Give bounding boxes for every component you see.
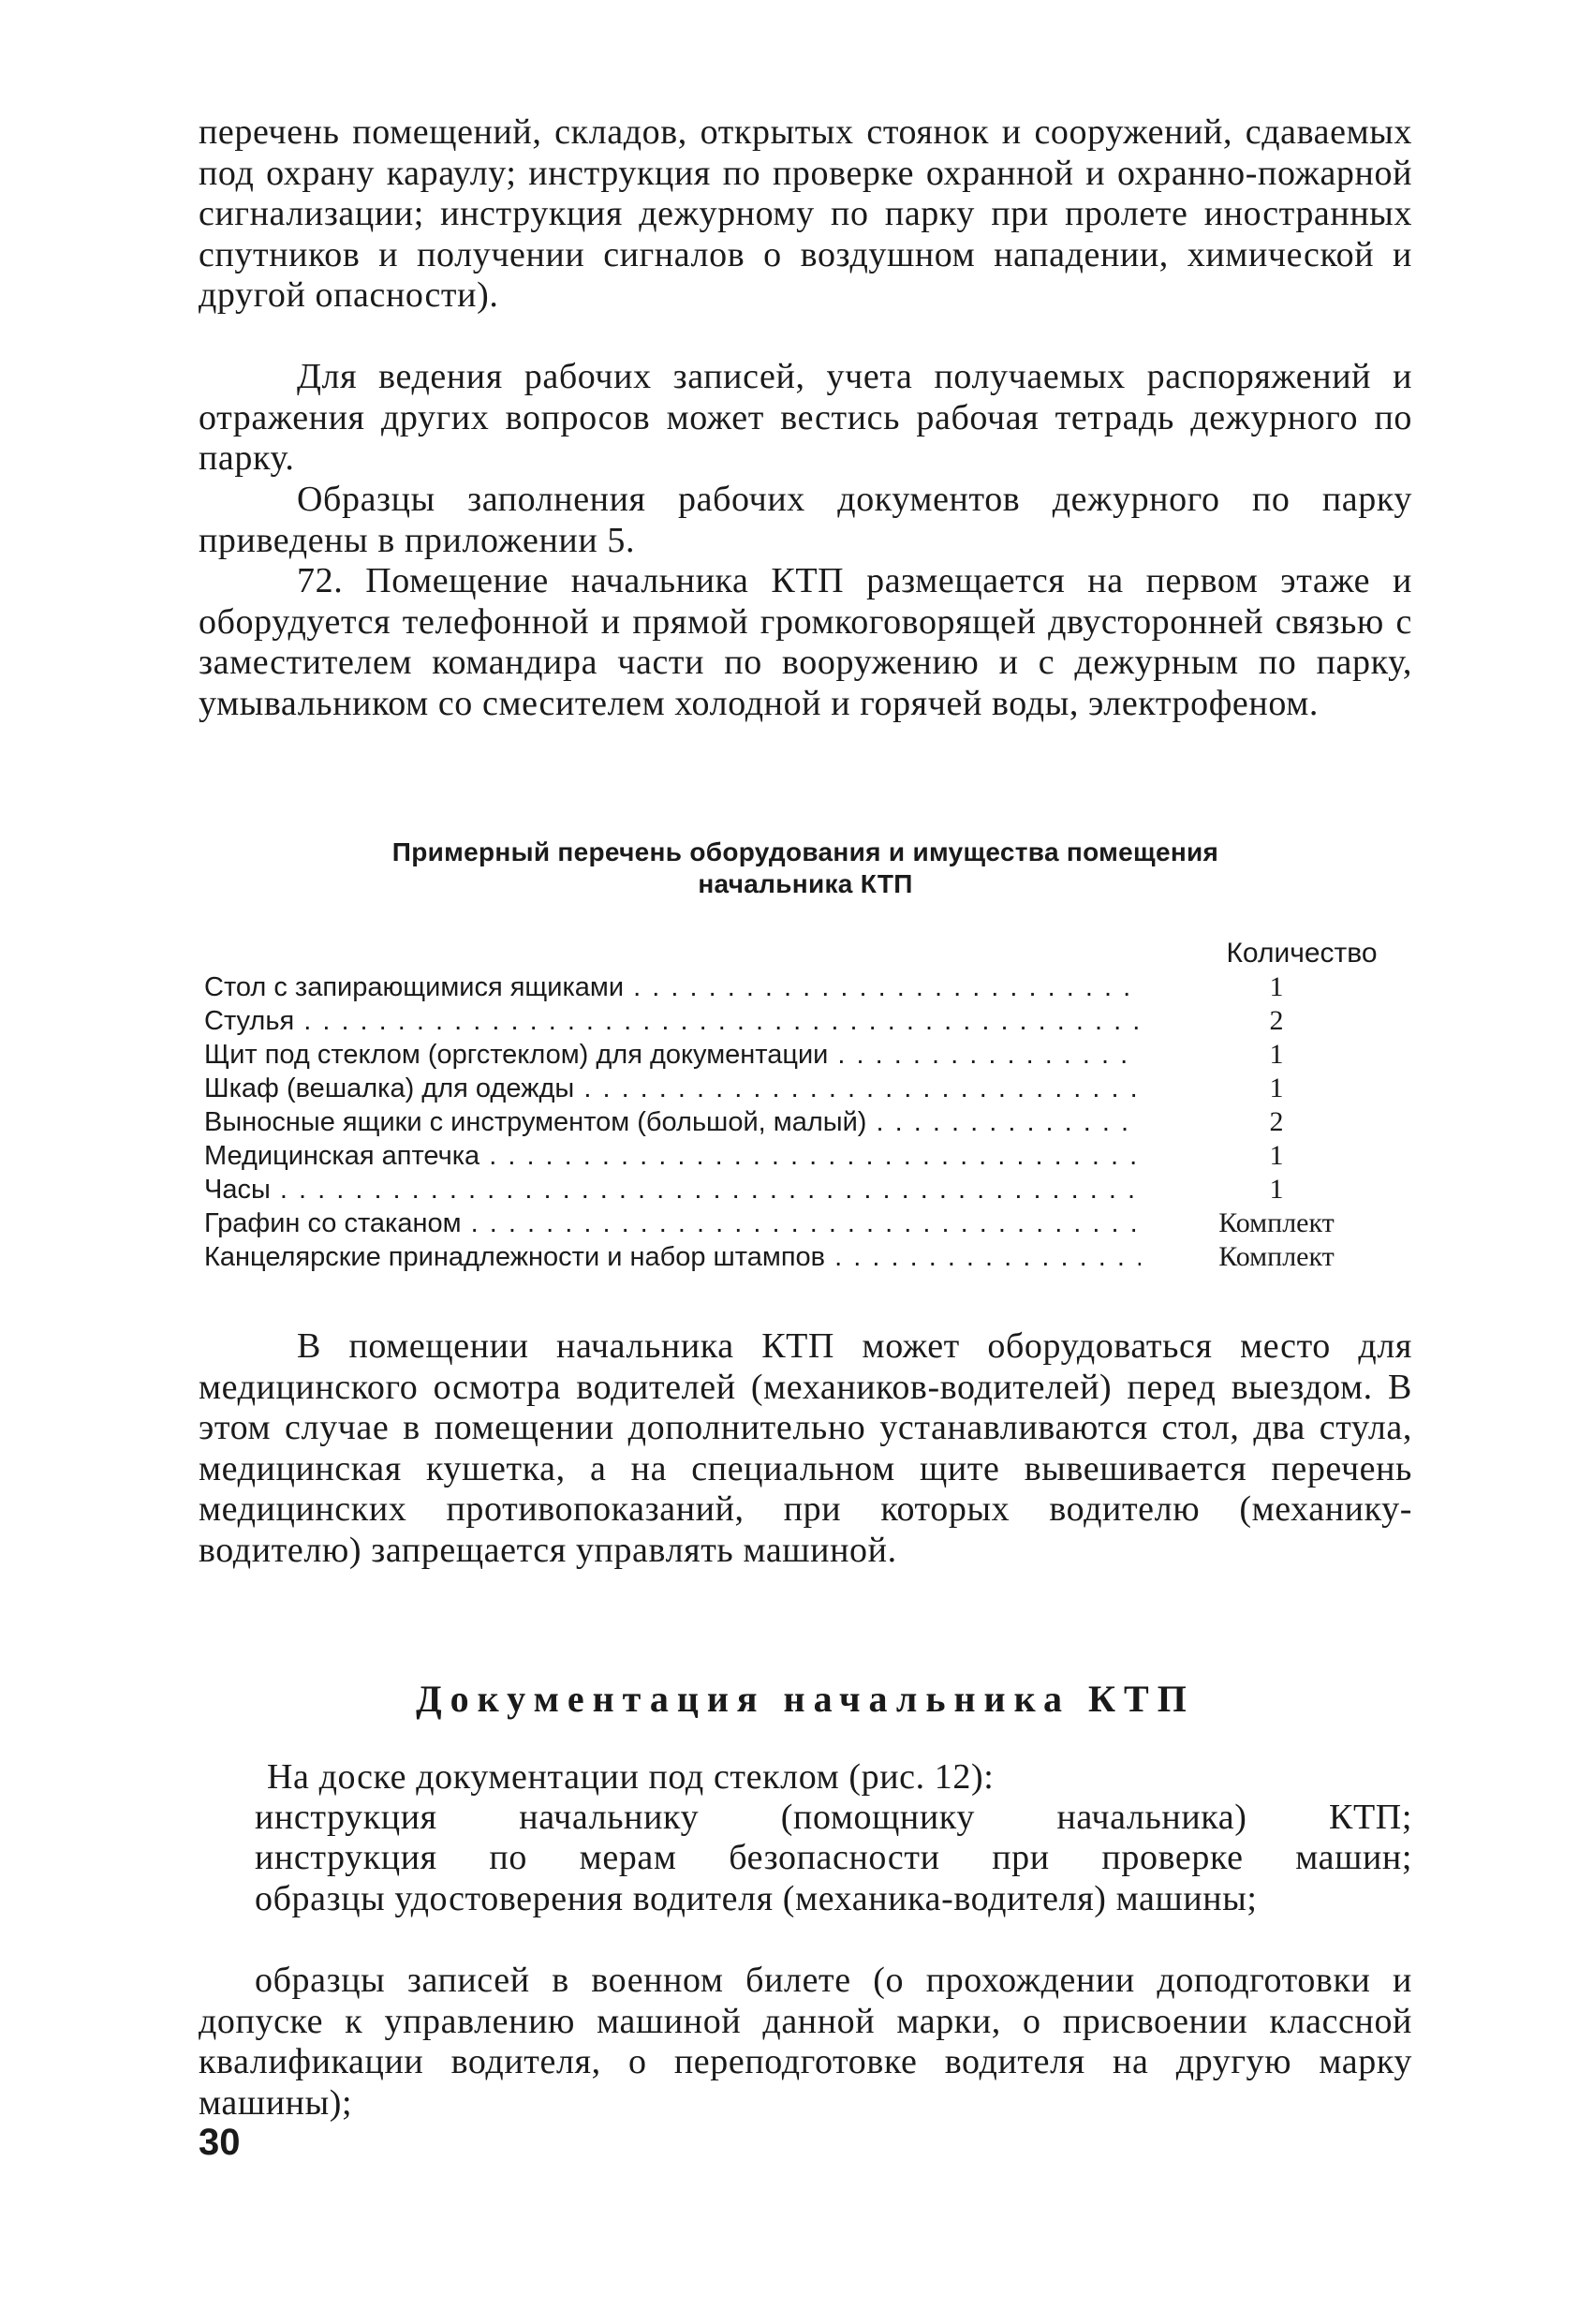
equipment-name: Щит под стеклом (оргстеклом) для документации . . .	[204, 1038, 1141, 1072]
documentation-intro: На доске документации под стеклом (рис. 12):	[267, 1757, 995, 1797]
equipment-name: Стол с запирающимися ящиками . . .	[204, 970, 1141, 1004]
equipment-quantity: Комплект	[1218, 1241, 1335, 1272]
equipment-quantity: 1	[1269, 1039, 1284, 1070]
table-row	[204, 1105, 1412, 1139]
documentation-item-military-id: образцы записей в военном билете (о прохождении доподготовки и допуске к управлению машиной данной марки, о присвоении классной квалификации водителя, о переподготовке водителя на другую марку машины);	[199, 1961, 1412, 2123]
table-row	[204, 1206, 1412, 1240]
paragraph-working-notes: Для ведения рабочих записей, учета получаемых распоряжений и отражения других вопросов может вестись рабочая тетрадь дежурного по парку.	[199, 357, 1412, 478]
table-row	[204, 1139, 1412, 1173]
equipment-caption-line1: Примерный перечень оборудования и имущества помещения	[391, 837, 1219, 866]
documentation-item-license: образцы удостоверения водителя (механика-водителя) машины;	[255, 1879, 1258, 1918]
paragraph-medical-exam: В помещении начальника КТП может оборудоваться место для медицинского осмотра водителей (механиков-водителей) перед выездом. В этом случае в помещении дополнительно устанавливаются стол, два стула, медицинская кушетка, а на специальном щите вывешивается перечень медицинских противопоказаний, при которых водителю (механику-водителю) запрещается управлять машиной.	[199, 1326, 1412, 1570]
paragraph-ktp-room: 72. Помещение начальника КТП размещается на первом этаже и оборудуется телефонной и прямой громкоговорящей двусторонней связью с заместителем командира части по вооружению и с дежурным по парку, умывальником со смесителем холодной и горячей воды, электрофеном.	[199, 561, 1412, 723]
equipment-quantity: Комплект	[1218, 1207, 1335, 1238]
equipment-quantity: 1	[1269, 1140, 1284, 1171]
equipment-name: Канцелярские принадлежности и набор штампов . . .	[204, 1240, 1141, 1274]
equipment-name: Часы . . .	[204, 1173, 1141, 1206]
table-row	[204, 1072, 1412, 1105]
paragraph-guard-list: перечень помещений, складов, открытых стоянок и сооружений, сдаваемых под охрану караулу; инструкция по проверке охранной и охранно-пожарной сигнализации; инструкция дежурному по парку при пролете иностранных спутников и получении сигналов о воздушном нападении, химической и другой опасности).	[199, 112, 1412, 315]
equipment-name: Стулья . . .	[204, 1004, 1141, 1038]
equipment-name: Графин со стаканом . . .	[204, 1206, 1141, 1240]
equipment-name: Выносные ящики с инструментом (большой, малый) . . .	[204, 1105, 1141, 1139]
table-row	[204, 1173, 1412, 1206]
equipment-quantity: 2	[1269, 1005, 1284, 1036]
equipment-name: Шкаф (вешалка) для одежды . . .	[204, 1072, 1141, 1105]
table-row	[204, 1038, 1412, 1072]
equipment-quantity: 1	[1269, 1174, 1284, 1205]
page-number: 30	[199, 2122, 241, 2163]
table-row	[204, 1004, 1412, 1038]
equipment-quantity: 2	[1269, 1106, 1284, 1137]
documentation-item-instruction: инструкция начальнику (помощнику начальника) КТП;	[255, 1798, 1412, 1837]
equipment-table	[204, 970, 1412, 1274]
documentation-item-safety: инструкция по мерам безопасности при проверке машин;	[255, 1838, 1412, 1877]
table-row	[204, 1240, 1412, 1274]
quantity-column-header: Количество	[1226, 938, 1378, 969]
equipment-quantity: 1	[1269, 1073, 1284, 1103]
equipment-quantity: 1	[1269, 971, 1284, 1002]
section-title: Документация начальника КТП	[416, 1678, 1195, 1720]
table-row	[204, 970, 1412, 1004]
paragraph-samples: Образцы заполнения рабочих документов дежурного по парку приведены в приложении 5.	[199, 480, 1412, 560]
equipment-name: Медицинская аптечка . . .	[204, 1139, 1141, 1173]
equipment-caption-line2: начальника КТП	[698, 869, 913, 898]
